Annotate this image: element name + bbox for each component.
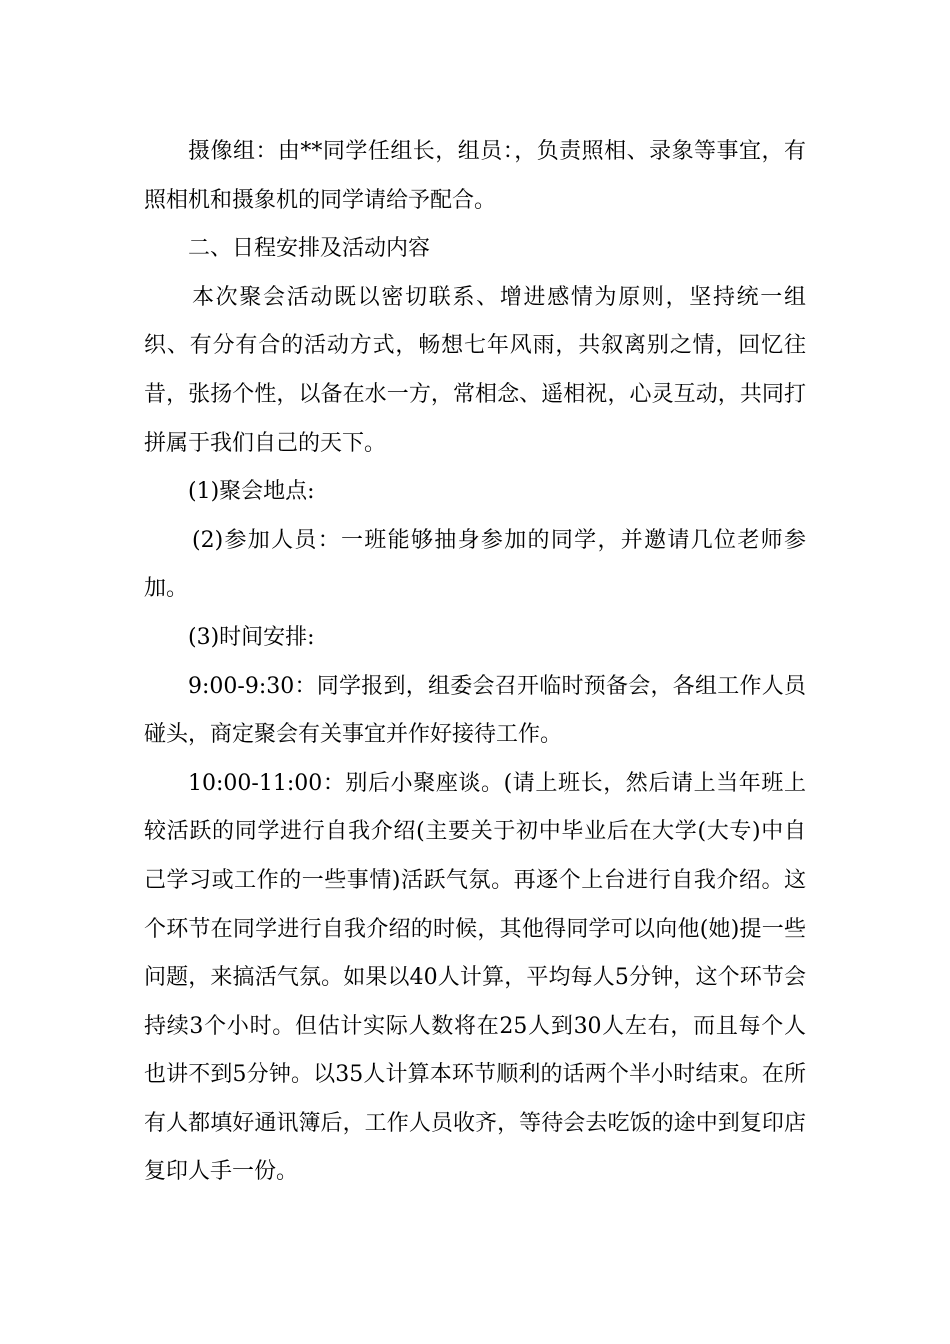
section-heading-schedule: 二、日程安排及活动内容 xyxy=(188,236,431,262)
paragraph-principle: 本次聚会活动既以密切联系、增进感情为原则，坚持统一组织、有分有合的活动方式，畅想七年风雨，共叙离别之情，回忆往昔，张扬个性，以备在水一方，常相念、遥相祝，心灵互动，共同打拼属于我们自己的天下。 xyxy=(144,284,806,456)
paragraph-participants: (2)参加人员：一班能够抽身参加的同学，并邀请几位老师参加。 xyxy=(144,527,806,602)
document-body xyxy=(144,128,806,1197)
paragraph-time-forum: 10:00-11:00：别后小聚座谈。(请上班长，然后请上当年班上较活跃的同学进行自我介绍(主要关于初中毕业后在大学(大专)中自己学习或工作的一些事情)活跃气氛。再逐个上台进行自我介绍。这个环节在同学进行自我介绍的时候，其他得同学可以向他(她)提一些问题，来搞活气氛。如果以40人计算，平均每人5分钟，这个环节会持续3个小时。但估计实际人数将在25人到30人左右，而且每个人也讲不到5分钟。以35人计算本环节顺利的话两个半小时结束。在所有人都填好通讯簿后，工作人员收齐，等待会去吃饭的途中到复印店复印人手一份。 xyxy=(144,770,806,1185)
paragraph-time-registration: 9:00-9:30：同学报到，组委会召开临时预备会，各组工作人员碰头，商定聚会有关事宜并作好接待工作。 xyxy=(144,673,806,748)
paragraph-venue: (1)聚会地点: xyxy=(188,479,315,505)
paragraph-photo-group: 摄像组：由**同学任组长，组员：，负责照相、录象等事宜，有照相机和摄象机的同学请给予配合。 xyxy=(144,139,806,213)
paragraph-time-heading: (3)时间安排: xyxy=(188,624,315,650)
